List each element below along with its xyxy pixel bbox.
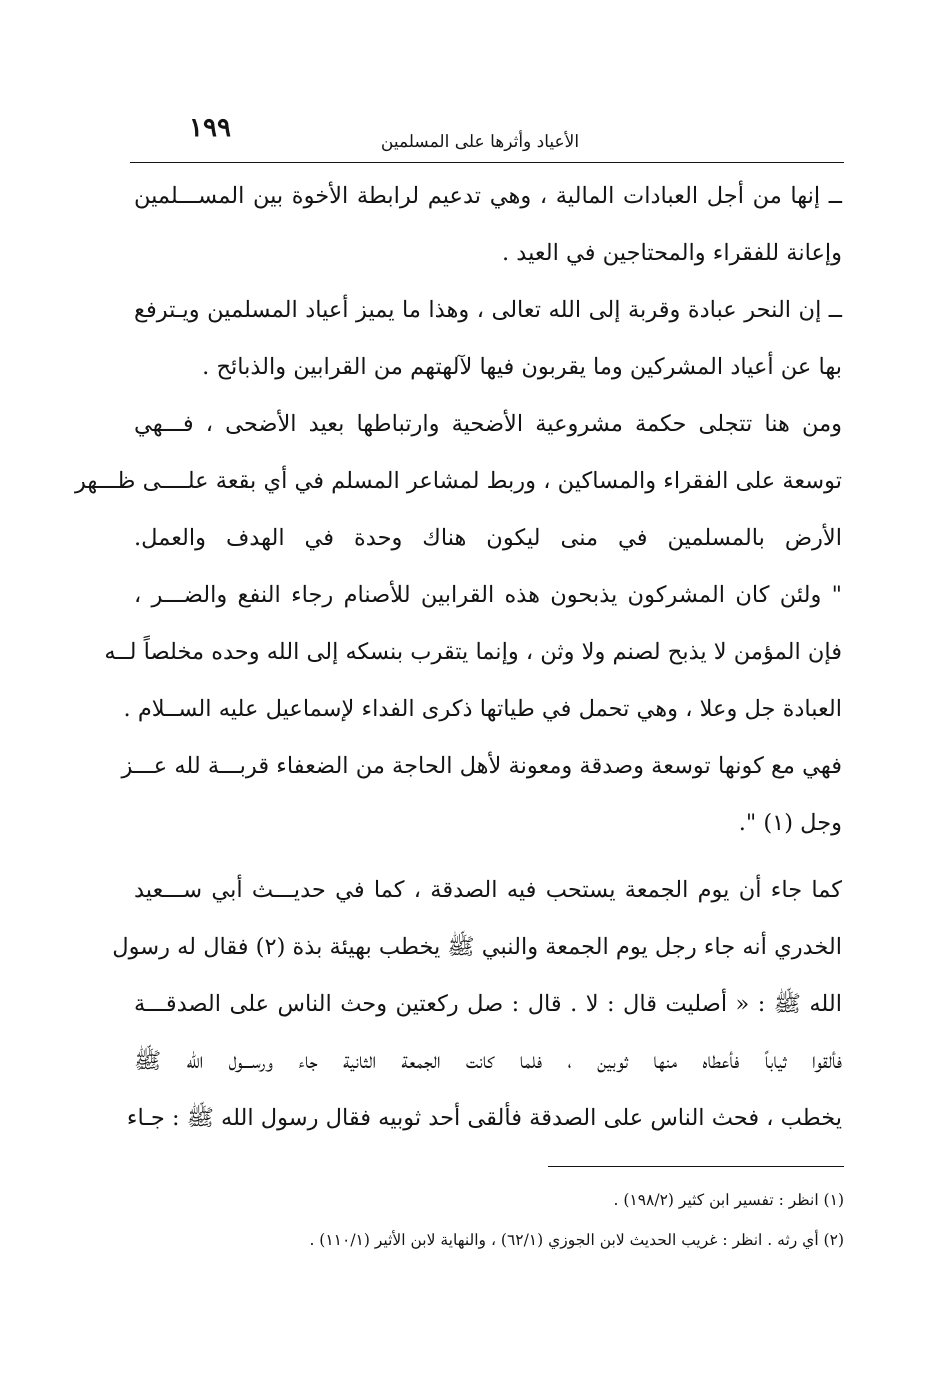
- text-line: يخطب ، فحث الناس على الصدقة فألقى أحد ثوبيه فقال رسول الله ﷺ : جـاء: [126, 1105, 842, 1131]
- text-line: ــ إنها من أجل العبادات المالية ، وهي تدعيم لرابطة الأخوة بين المســـلمين: [134, 183, 842, 209]
- header-divider: [130, 162, 844, 163]
- text-line: بها عن أعياد المشركين وما يقربون فيها لآلهتهم من القرابين والذبائح .: [202, 354, 842, 380]
- text-line: " ولئن كان المشركون يذبحون هذه القرابين للأصنام رجاء النفع والضـــر ،: [134, 582, 842, 608]
- text-line: ومن هنا تتجلى حكمة مشروعية الأضحية وارتباطها بعيد الأضحى ، فـــهي: [134, 411, 842, 437]
- text-line: وجل (١) ".: [738, 810, 842, 836]
- footnotes: [200, 1180, 844, 1260]
- text-line: وإعانة للفقراء والمحتاجين في العيد .: [502, 240, 842, 266]
- text-line: الله ﷺ : « أصليت قال : لا . قال : صل ركعتين وحث الناس على الصدقـــة: [134, 991, 842, 1017]
- running-title: الأعياد وأثرها على المسلمين: [380, 132, 580, 152]
- text-line: ــ إن النحر عبادة وقربة إلى الله تعالى ، وهذا ما يميز أعياد المسلمين ويـترفع: [134, 297, 842, 323]
- text-line: كما جاء أن يوم الجمعة يستحب فيه الصدقة ، كما في حديـــث أبي ســـعيد: [134, 877, 842, 903]
- text-line: الأرض بالمسلمين في منى ليكون هناك وحدة في الهدف والعمل.: [134, 525, 842, 551]
- text-line: فإن المؤمن لا يذبح لصنم ولا وثن ، وإنما يتقرب بنسكه إلى الله وحده مخلصاً لــه: [104, 639, 842, 665]
- text-line: فهي مع كونها توسعة وصدقة ومعونة لأهل الحاجة من الضعفاء قربـــة لله عـــز: [121, 753, 842, 779]
- text-line: العبادة جل وعلا ، وهي تحمل في طياتها ذكرى الفداء لإسماعيل عليه الســلام .: [123, 696, 842, 722]
- page-number: ١٩٩: [189, 113, 231, 143]
- footnote: (٢) أي رثه . انظر : غريب الحديث لابن الجوزي (٦٢/١) ، والنهاية لابن الأثير (١١٠/١) .: [309, 1231, 844, 1249]
- footnote: (١) انظر : تفسير ابن كثير (١٩٨/٢) .: [613, 1191, 844, 1209]
- text-line: فألقوا ثياباً فأعطاه منها ثوبين ، فلما كانت الجمعة الثانية جاء ورســـول الله ﷺ: [134, 1048, 842, 1074]
- text-line: توسعة على الفقراء والمساكين ، وربط لمشاعر المسلم في أي بقعة علــــى ظـــهر: [74, 468, 842, 494]
- footnote-divider: [548, 1166, 844, 1167]
- text-line: الخدري أنه جاء رجل يوم الجمعة والنبي ﷺ يخطب بهيئة بذة (٢) فقال له رسول: [112, 934, 842, 960]
- main-text: [74, 168, 842, 1147]
